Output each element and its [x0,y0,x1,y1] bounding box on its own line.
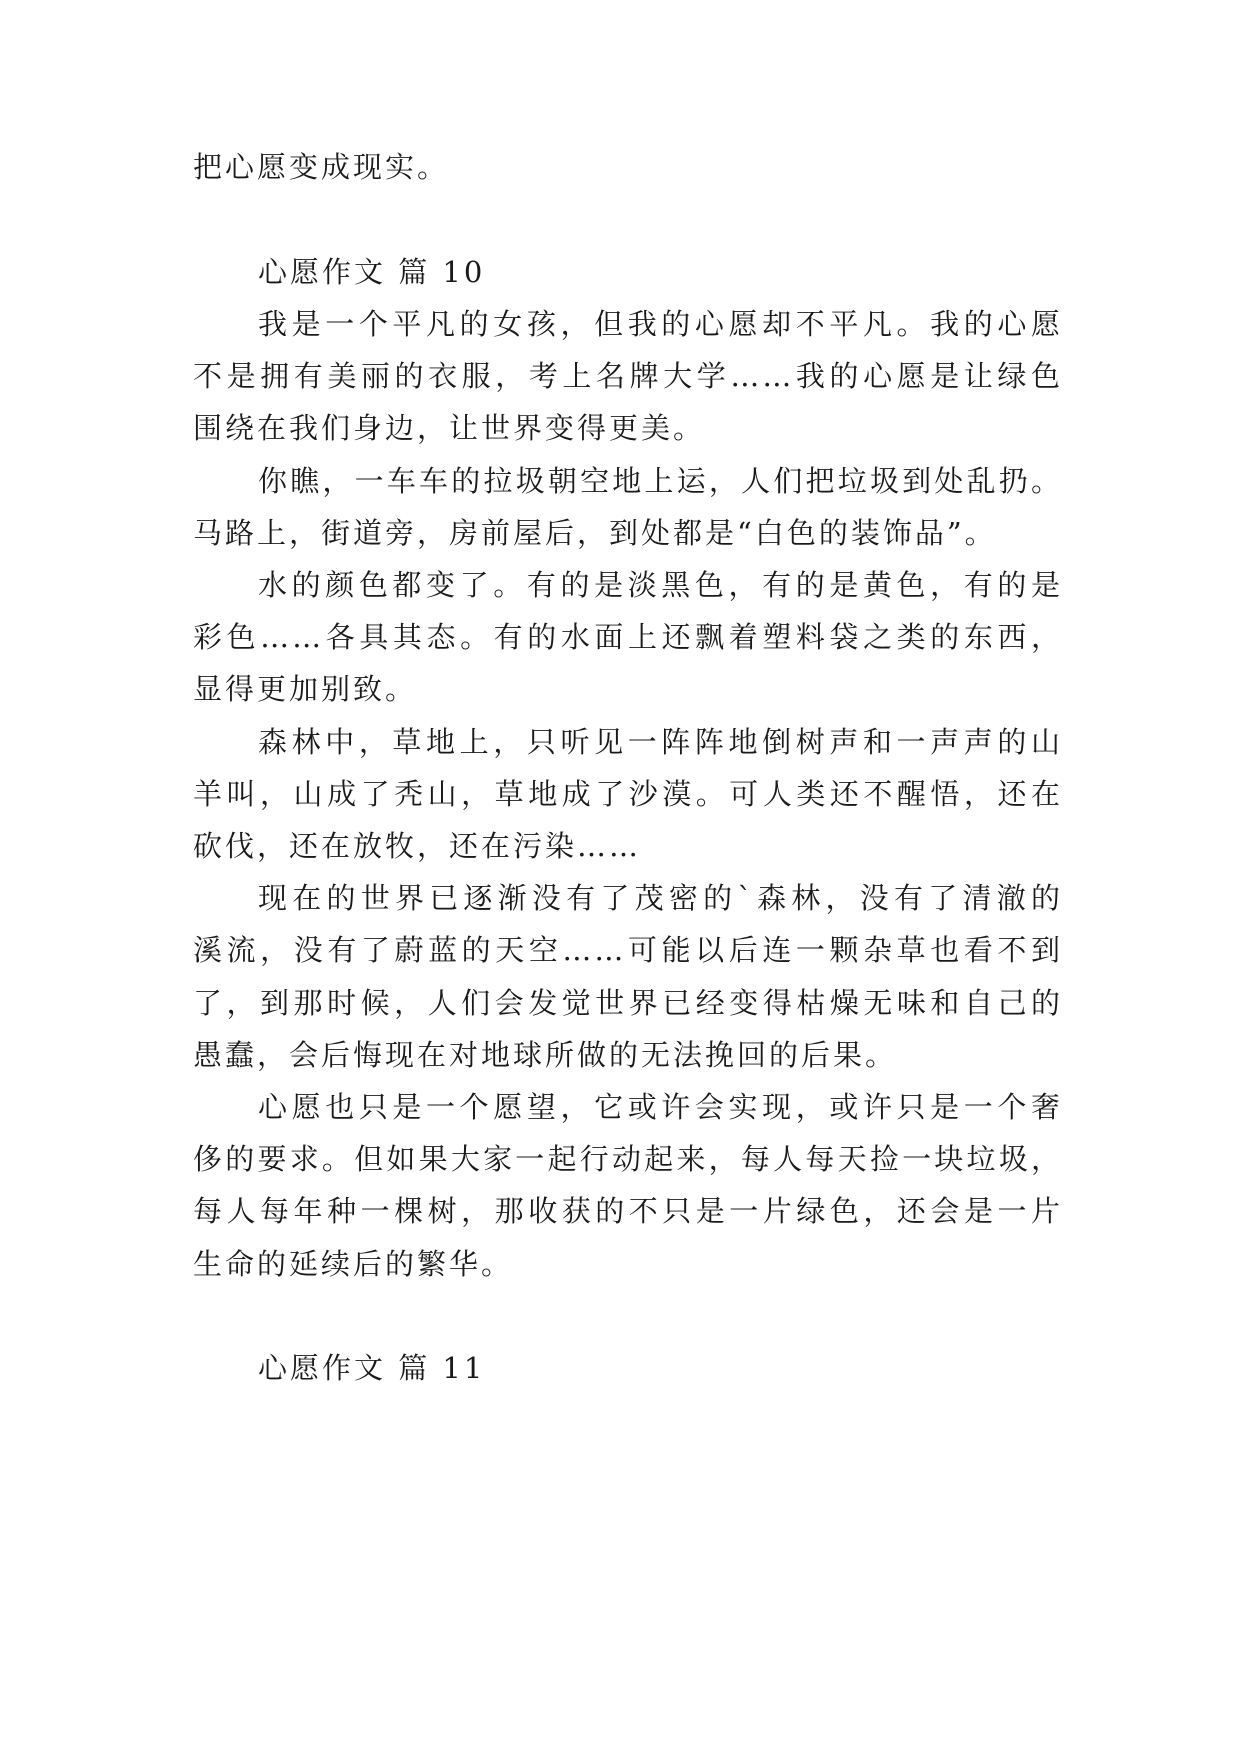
paragraph-line: 彩色……各具其态。有的水面上还飘着塑料袋之类的东西， [193,620,1063,654]
paragraph-line: 了，到那时候，人们会发觉世界已经变得枯燥无味和自己的 [193,986,1063,1020]
paragraph-line: 显得更加别致。 [193,672,418,706]
paragraph-line: 把心愿变成现实。 [193,150,450,184]
paragraph-line: 溪流，没有了蔚蓝的天空……可能以后连一颗杂草也看不到 [193,933,1063,967]
paragraph-line: 你瞧，一车车的拉圾朝空地上运，人们把垃圾到处乱扔。 [258,464,1063,498]
paragraph-line: 马路上，街道旁，房前屋后，到处都是“白色的装饰品”。 [193,516,997,550]
paragraph-line: 羊叫，山成了秃山，草地成了沙漠。可人类还不醒悟，还在 [193,777,1063,811]
paragraph-line: 森林中，草地上，只听见一阵阵地倒树声和一声声的山 [258,725,1063,759]
paragraph-line: 心愿也只是一个愿望，它或许会实现，或许只是一个奢 [258,1090,1063,1124]
paragraph-line: 我是一个平凡的女孩，但我的心愿却不平凡。我的心愿 [258,307,1063,341]
section-heading-10: 心愿作文 篇 10 [258,255,486,289]
paragraph-line: 水的颜色都变了。有的是淡黑色，有的是黄色，有的是 [258,568,1063,602]
paragraph-line: 侈的要求。但如果大家一起行动起来，每人每天捡一块垃圾， [193,1142,1063,1176]
paragraph-line: 砍伐，还在放牧，还在污染…… [193,829,642,863]
paragraph-line: 现在的世界已逐渐没有了茂密的`森林，没有了清澈的 [258,881,1063,915]
section-heading-11: 心愿作文 篇 11 [258,1351,486,1385]
paragraph-line: 围绕在我们身边，让世界变得更美。 [193,411,706,445]
paragraph-line: 愚蠢，会后悔现在对地球所做的无法挽回的后果。 [193,1038,898,1072]
paragraph-line: 不是拥有美丽的衣服，考上名牌大学……我的心愿是让绿色 [193,359,1063,393]
paragraph-line: 生命的延续后的繁华。 [193,1247,514,1281]
paragraph-line: 每人每年种一棵树，那收获的不只是一片绿色，还会是一片 [193,1194,1063,1228]
